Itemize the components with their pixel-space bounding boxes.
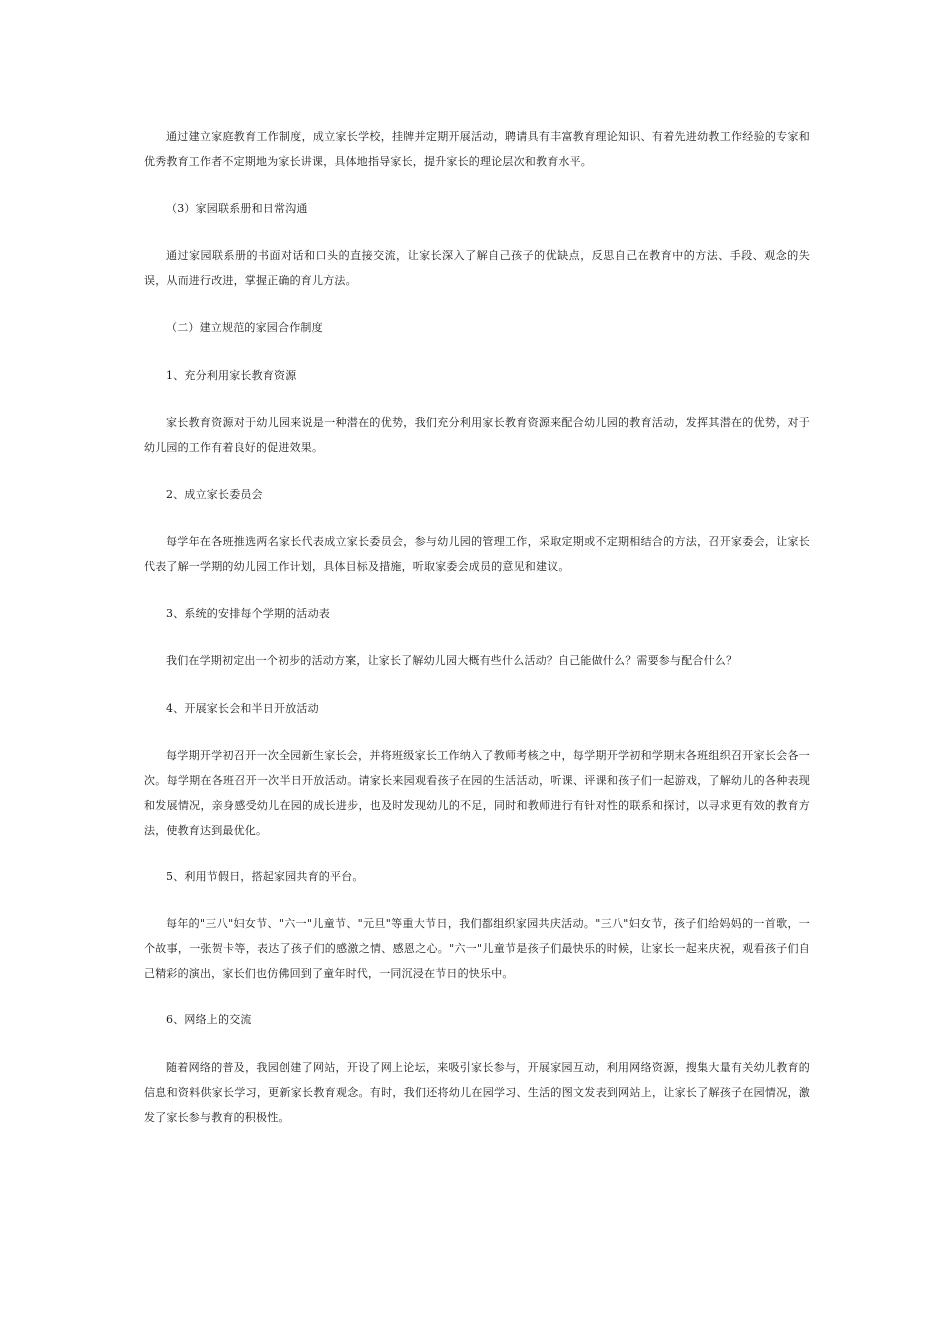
paragraph-parent-resources: 家长教育资源对于幼儿园来说是一种潜在的优势，我们充分利用家长教育资源来配合幼儿园的教育活动，发挥其潜在的优势，对于幼儿园的工作有着良好的促进效果。 — [144, 416, 810, 454]
heading-parent-meetings: 4、开展家长会和半日开放活动 — [166, 702, 319, 715]
heading-holidays: 5、利用节假日，搭起家园共育的平台。 — [166, 870, 364, 883]
heading-cooperation-system: （二）建立规范的家园合作制度 — [166, 321, 323, 334]
paragraph-holidays: 每年的"三八"妇女节、"六一"儿童节、"元旦"等重大节日，我们都组织家园共庆活动。"三八"妇女节，孩子们给妈妈的一首歌，一个故事，一张贺卡等，表达了孩子们的感激之情、感恩之心。"六一"儿童节是孩子们最快乐的时候，让家长一起来庆祝，观看孩子们自己精彩的演出，家长们也仿佛回到了童年时代，一同沉浸在节日的快乐中。 — [144, 917, 810, 980]
paragraph-parent-committee: 每学年在各班推选两名家长代表成立家长委员会，参与幼儿园的管理工作，采取定期或不定期相结合的方法，召开家委会，让家长代表了解一学期的幼儿园工作计划，具体目标及措施，听取家委会成员的意见和建议。 — [144, 535, 810, 573]
paragraph-activity-schedule: 我们在学期初定出一个初步的活动方案，让家长了解幼儿园大概有些什么活动？自己能做什么？需要参与配合什么？ — [166, 654, 738, 667]
paragraph-parent-meetings: 每学期开学初召开一次全园新生家长会，并将班级家长工作纳入了教师考核之中，每学期开学初和学期末各班组织召开家长会各一次。每学期在各班召开一次半日开放活动。请家长来园观看孩子在园的生活活动，听课、评课和孩子们一起游戏，了解幼儿的各种表现和发展情况，亲身感受幼儿在园的成长进步，也及时发现幼儿的不足，同时和教师进行有针对性的联系和探讨，以寻求更有效的教育方法，使教育达到最优化。 — [144, 749, 810, 837]
paragraph-parent-school: 通过建立家庭教育工作制度，成立家长学校，挂牌并定期开展活动，聘请具有丰富教育理论知识、有着先进幼教工作经验的专家和优秀教育工作者不定期地为家长讲课，具体地指导家长，提升家长的理论层次和教育水平。 — [144, 130, 810, 168]
heading-parent-committee: 2、成立家长委员会 — [166, 488, 263, 501]
heading-activity-schedule: 3、系统的安排每个学期的活动表 — [166, 607, 330, 620]
paragraph-contact-book: 通过家园联系册的书面对话和口头的直接交流，让家长深入了解自己孩子的优缺点，反思自己在教育中的方法、手段、观念的失误，从而进行改进，掌握正确的育儿方法。 — [144, 249, 810, 287]
paragraph-online-exchange: 随着网络的普及，我园创建了网站，开设了网上论坛，来吸引家长参与，开展家园互动，利用网络资源，搜集大量有关幼儿教育的信息和资料供家长学习，更新家长教育观念。有时，我们还将幼儿在园学习、生活的图文发表到网站上，让家长了解孩子在园情况，激发了家长参与教育的积极性。 — [144, 1061, 810, 1124]
heading-online-exchange: 6、网络上的交流 — [166, 1013, 252, 1026]
heading-parent-resources: 1、充分利用家长教育资源 — [166, 369, 297, 382]
heading-contact-book: （3）家园联系册和日常沟通 — [166, 202, 308, 215]
